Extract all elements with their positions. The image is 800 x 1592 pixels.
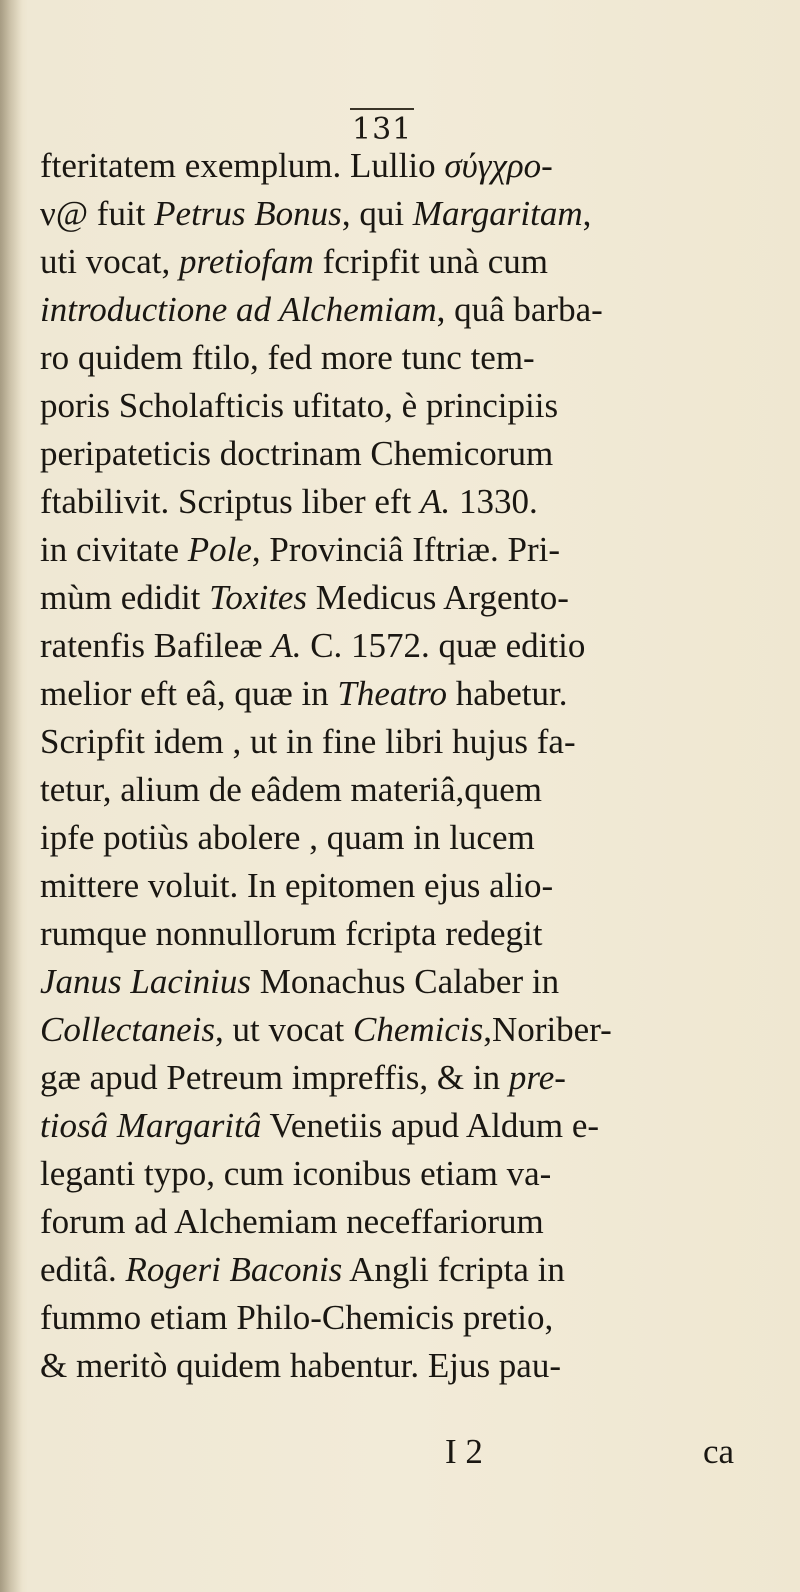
text-line — [40, 142, 780, 190]
text-line — [40, 286, 780, 334]
italic-text-run: A. — [420, 482, 451, 521]
text-run: mittere voluit. In epitomen ejus alio- — [40, 866, 554, 905]
italic-text-run: Theatro — [337, 674, 447, 713]
text-run: Medicus Argento- — [307, 578, 569, 617]
text-run: uti vocat, — [40, 242, 179, 281]
text-line — [40, 1102, 780, 1150]
text-run: editâ. — [40, 1250, 126, 1289]
text-line — [40, 1294, 780, 1342]
text-run: C. 1572. quæ editio — [301, 626, 586, 665]
text-line — [40, 1246, 780, 1294]
text-line — [40, 1006, 780, 1054]
text-run: fteritatem exemplum. Lullio — [40, 146, 445, 185]
italic-text-run: Toxites — [209, 578, 308, 617]
italic-text-run: Petrus Bonus — [154, 194, 342, 233]
page-number: 131 — [352, 112, 413, 147]
text-line — [40, 574, 780, 622]
text-run: gæ apud Petreum impreffis, & in — [40, 1058, 509, 1097]
text-line — [40, 766, 780, 814]
text-run: leganti typo, cum iconibus etiam va- — [40, 1154, 552, 1193]
text-line — [40, 1054, 780, 1102]
italic-text-run: Janus Lacinius — [40, 962, 251, 1001]
text-run: Monachus Calaber in — [250, 962, 560, 1001]
text-run: , Provinciâ Iftriæ. Pri- — [251, 530, 561, 569]
text-run: fummo etiam Philo-Chemicis pretio, — [40, 1298, 554, 1337]
text-run: ftabilivit. Scriptus liber eft — [40, 482, 421, 521]
text-line — [40, 1198, 780, 1246]
text-line — [40, 862, 780, 910]
text-line — [40, 190, 780, 238]
text-run: Venetiis apud Aldum e- — [261, 1106, 600, 1145]
text-line — [40, 718, 780, 766]
italic-text-run: tiosâ Margaritâ — [40, 1106, 262, 1145]
text-run: , quâ barba- — [436, 290, 603, 329]
text-line — [40, 622, 780, 670]
page-footer — [0, 1428, 800, 1476]
text-line — [40, 526, 780, 574]
text-run: Scripfit idem , ut in fine libri hujus fa- — [40, 722, 576, 761]
text-line — [40, 334, 780, 382]
text-line — [40, 958, 780, 1006]
text-line — [40, 238, 780, 286]
text-run: & meritò quidem habentur. Ejus pau- — [40, 1346, 562, 1385]
text-line — [40, 670, 780, 718]
text-run: habetur. — [446, 674, 568, 713]
italic-text-run: Chemicis — [353, 1010, 484, 1049]
text-line — [40, 478, 780, 526]
text-run: in civitate — [40, 530, 188, 569]
text-run: ro quidem ftilo, fed more tunc tem- — [40, 338, 535, 377]
text-run: 1330. — [450, 482, 538, 521]
text-run: rumque nonnullorum fcripta redegit — [40, 914, 543, 953]
text-line — [40, 814, 780, 862]
catchword: ca — [703, 1432, 735, 1471]
text-run: poris Scholafticis ufitato, è principiis — [40, 386, 559, 425]
text-run: , — [582, 194, 592, 233]
italic-text-run: introductione ad Alchemiam — [40, 290, 437, 329]
text-run: ratenfis Bafileæ — [40, 626, 272, 665]
text-line — [40, 430, 780, 478]
text-run: fcripfit unà cum — [313, 242, 549, 281]
text-run: peripateticis doctrinam Chemicorum — [40, 434, 554, 473]
text-run: ,Noriber- — [483, 1010, 612, 1049]
text-run: melior eft eâ, quæ in — [40, 674, 338, 713]
text-run: tetur, alium de eâdem materiâ,quem — [40, 770, 542, 809]
text-line — [40, 382, 780, 430]
text-line — [40, 1150, 780, 1198]
signature-mark: I 2 — [445, 1432, 483, 1471]
text-run: mùm edidit — [40, 578, 210, 617]
text-line — [40, 1342, 780, 1390]
text-run: ν@ fuit — [40, 194, 155, 233]
text-line — [40, 910, 780, 958]
italic-text-run: Collectaneis — [40, 1010, 215, 1049]
italic-text-run: A. — [271, 626, 302, 665]
italic-text-run: Rogeri Baconis — [125, 1250, 343, 1289]
italic-text-run: σύγχρο- — [444, 146, 553, 185]
italic-text-run: Margaritam — [412, 194, 583, 233]
gutter-shadow — [0, 0, 22, 1592]
text-run: , qui — [341, 194, 413, 233]
text-run: forum ad Alchemiam neceffariorum — [40, 1202, 544, 1241]
italic-text-run: pre- — [508, 1058, 566, 1097]
text-run: ipfe potiùs abolere , quam in lucem — [40, 818, 535, 857]
text-run: , ut vocat — [214, 1010, 353, 1049]
italic-text-run: pretiofam — [179, 242, 314, 281]
body-text — [40, 142, 780, 1390]
italic-text-run: Pole — [187, 530, 252, 569]
text-run: Angli fcripta in — [342, 1250, 565, 1289]
